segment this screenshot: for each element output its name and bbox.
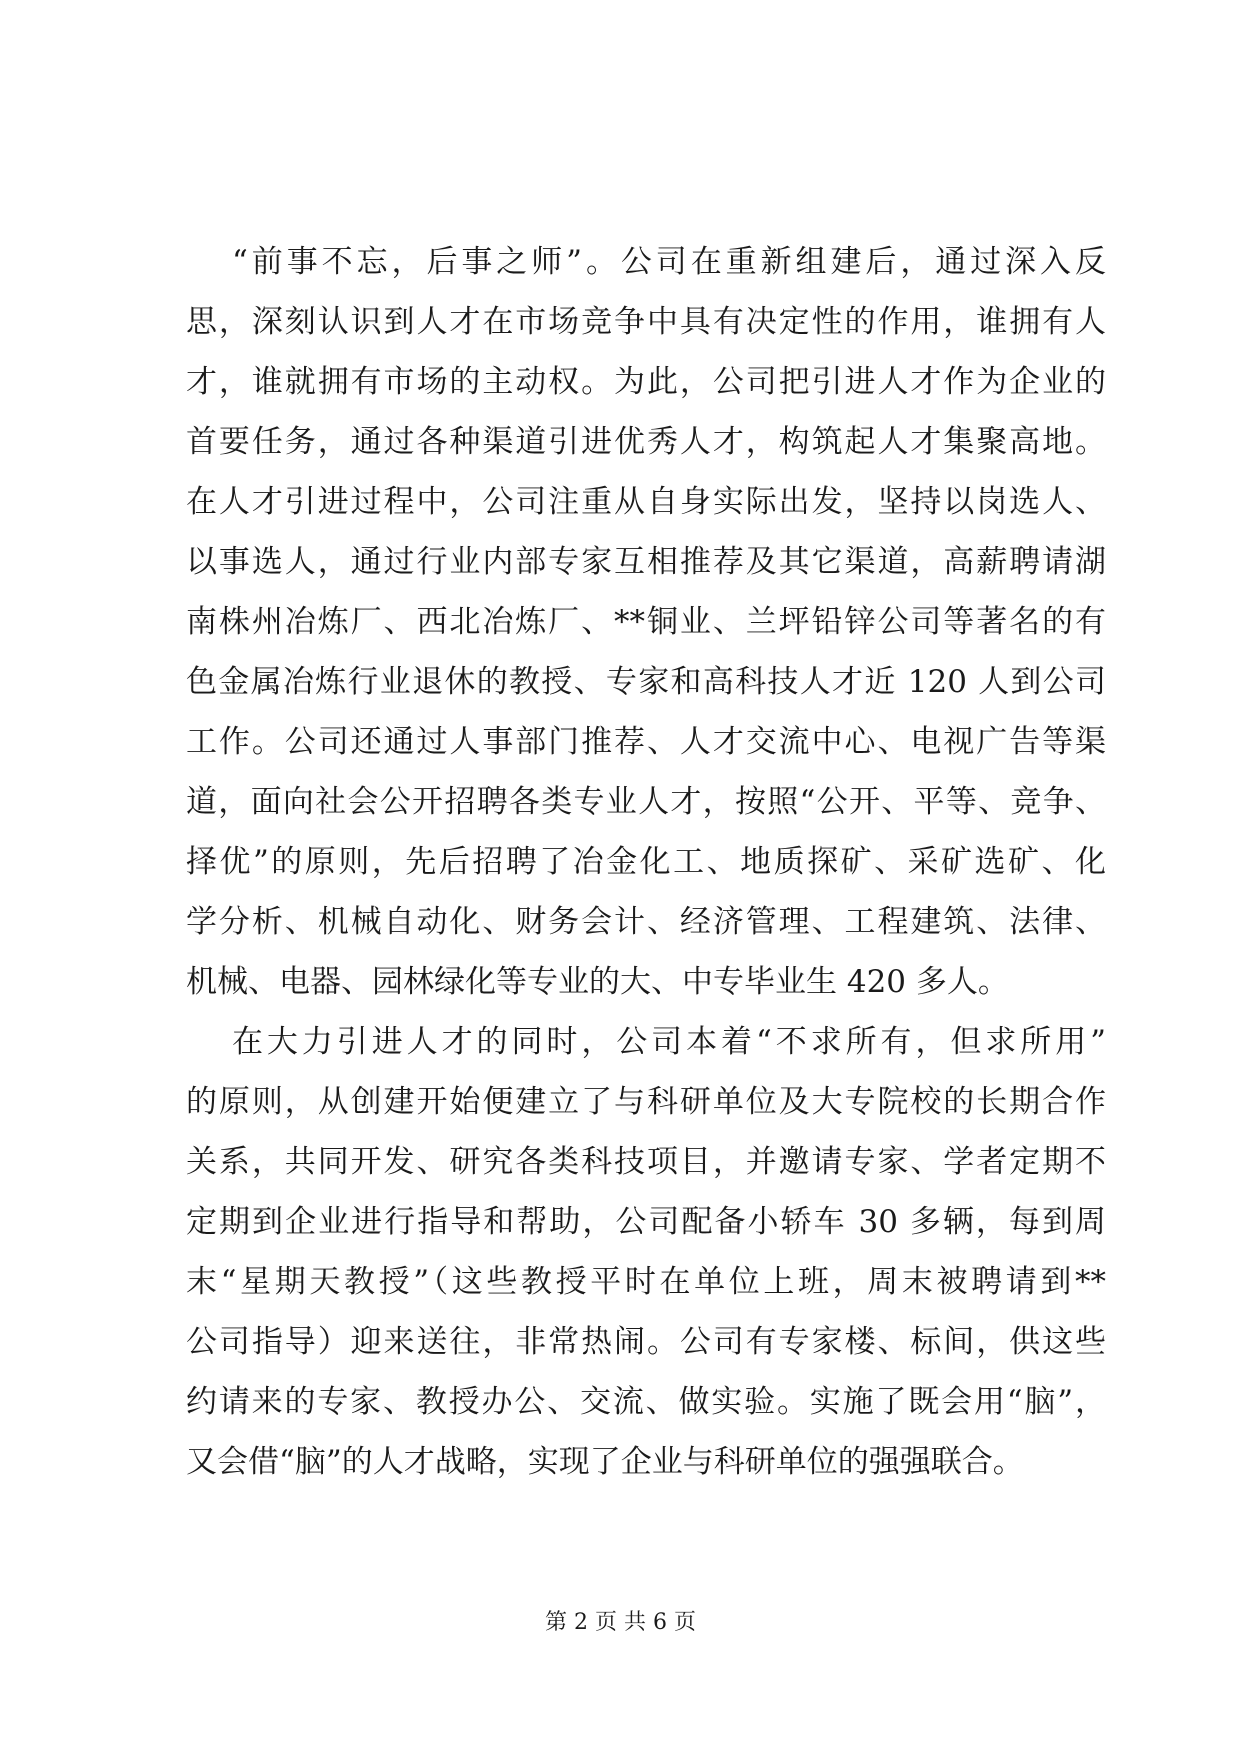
text-line: 约请来的专家、教授办公、交流、做实验。实施了既会用“脑”， xyxy=(186,1384,1106,1420)
text-line: 思，深刻认识到人才在市场竞争中具有决定性的作用，谁拥有人 xyxy=(186,304,1106,340)
text-line: 才，谁就拥有市场的主动权。为此，公司把引进人才作为企业的 xyxy=(186,364,1106,400)
text-line: 在人才引进过程中，公司注重从自身实际出发，坚持以岗选人、 xyxy=(186,484,1106,520)
text-line: 择优”的原则，先后招聘了冶金化工、地质探矿、采矿选矿、化 xyxy=(186,844,1106,880)
text-line: 的原则，从创建开始便建立了与科研单位及大专院校的长期合作 xyxy=(186,1084,1106,1120)
text-line: 公司指导）迎来送往，非常热闹。公司有专家楼、标间，供这些 xyxy=(186,1324,1106,1360)
text-line: 南株州冶炼厂、西北冶炼厂、**铜业、兰坪铅锌公司等著名的有 xyxy=(186,604,1106,640)
document-body xyxy=(186,232,1106,1492)
text-line: 首要任务，通过各种渠道引进优秀人才，构筑起人才集聚高地。 xyxy=(186,424,1106,460)
text-line: 以事选人，通过行业内部专家互相推荐及其它渠道，高薪聘请湖 xyxy=(186,544,1106,580)
text-line: 学分析、机械自动化、财务会计、经济管理、工程建筑、法律、 xyxy=(186,904,1106,940)
text-line: 定期到企业进行指导和帮助，公司配备小轿车 30 多辆，每到周 xyxy=(186,1204,1106,1240)
text-line: 道，面向社会公开招聘各类专业人才，按照“公开、平等、竞争、 xyxy=(186,784,1106,820)
paragraph-1 xyxy=(186,232,1106,1012)
text-line: 末“星期天教授”（这些教授平时在单位上班，周末被聘请到** xyxy=(186,1264,1106,1300)
text-line: 在大力引进人才的同时，公司本着“不求所有，但求所用” xyxy=(232,1024,1106,1060)
text-line: “前事不忘，后事之师”。公司在重新组建后，通过深入反 xyxy=(232,244,1106,280)
page-number-footer: 第 2 页 共 6 页 xyxy=(545,1610,696,1635)
paragraph-2 xyxy=(186,1012,1106,1492)
text-line: 关系，共同开发、研究各类科技项目，并邀请专家、学者定期不 xyxy=(186,1144,1106,1180)
text-line: 色金属冶炼行业退休的教授、专家和高科技人才近 120 人到公司 xyxy=(186,664,1106,700)
text-line: 机械、电器、园林绿化等专业的大、中专毕业生 420 多人。 xyxy=(186,964,1009,1000)
text-line: 又会借“脑”的人才战略，实现了企业与科研单位的强强联合。 xyxy=(186,1444,1024,1480)
text-line: 工作。公司还通过人事部门推荐、人才交流中心、电视广告等渠 xyxy=(186,724,1106,760)
